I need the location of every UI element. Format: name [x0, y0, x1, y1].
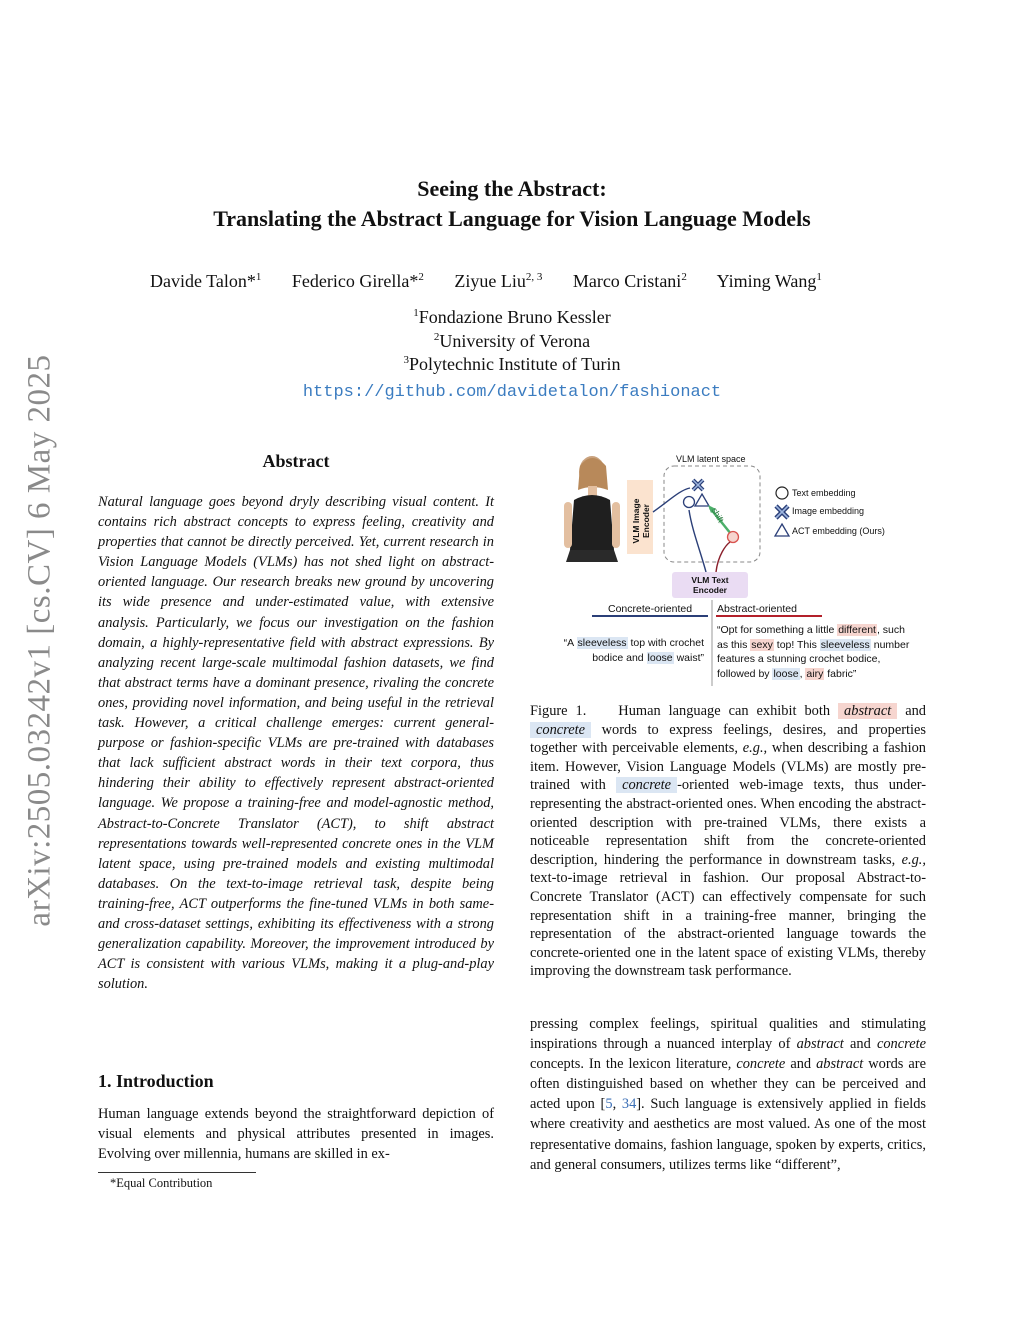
- citation-link[interactable]: 5: [605, 1096, 613, 1113]
- abstract-heading-fig: Abstract-oriented: [717, 603, 797, 615]
- latent-space-label: VLM latent space: [676, 454, 746, 464]
- legend-text-embedding: Text embedding: [792, 488, 856, 498]
- intro-continued-text: pressing complex feelings, spiritual qualities and stimulating inspirations through a nuanced interplay of abstract and concrete concepts. In the lexicon literature, concrete and abstract words are often distinguished based on whether they can be perceived and acted upon [5, 34]. Such language is extensively applied in fields where creativity and aesthetics are most valued. As one of the most representative domains, fashion language, spoken by experts, critics, and general consumers, utilizes terms like “different”,: [530, 1016, 926, 1173]
- act-embedding-marker: [695, 494, 709, 506]
- github-link[interactable]: https://github.com/davidetalon/fashionact: [302, 383, 722, 402]
- intro-text: Human language extends beyond the straightforward depiction of visual elements and physical attributes presented in images. Evolving over millennia, humans are skilled in ex-: [98, 1106, 494, 1163]
- legend-act-embedding: ACT embedding (Ours): [792, 526, 885, 536]
- abstract-quote: “Opt for something a little different, such as this sexy top! This sleeveless number features a stunning crochet bodice, followed by loose, airy fabric”: [717, 624, 910, 680]
- abstract-text-embedding: [728, 532, 739, 543]
- legend-triangle-icon: [775, 524, 789, 536]
- image-embedding-marker: [693, 480, 703, 490]
- author: Marco Cristani$^2$: [572, 271, 687, 291]
- figure-caption: Figure 1. Human language can exhibit both abstract and concrete words to express feelings, desires, and properties together with perceivable elements, e.g., when describing a fashion item. However, Vision Language Models (VLMs) are mostly pre-trained with concrete -oriented web-image texts, thus under-representing the abstract-oriented ones. When encoding the abstract-oriented description with pre-trained VLMs, there exists a noticeable representation shift from the concrete-oriented description, hindering the performance in downstream tasks, e.g., text-to-image retrieval in fashion. Our proposal Abstract-to-Concrete Translator (ACT) can effectively compensate for such representation shift in a training-free manner, bringing the representation of the abstract-oriented language towards the concrete-oriented one in the latent space of existing VLMs, thereby improving the downstream task performance.: [530, 703, 926, 980]
- paper-title-line1: Seeing the Abstract:: [417, 176, 607, 201]
- affiliation: $^2$University of Verona: [433, 331, 591, 351]
- shift-label: shift: [709, 505, 727, 525]
- affiliation: $^3$Polytechnic Institute of Turin: [403, 354, 621, 374]
- text-encoder-label: VLM Text Encoder: [691, 575, 729, 595]
- author: Davide Talon*$^1$: [150, 271, 262, 291]
- arxiv-identifier: arXiv:2505.03242v1 [cs.CV] 6 May 2025: [21, 354, 58, 927]
- author: Ziyue Liu$^{2, 3}$: [454, 271, 543, 291]
- concrete-arrow: [689, 510, 706, 572]
- concrete-quote: “A sleeveless top with crochet bodice and loose waist”: [563, 637, 704, 664]
- legend-circle-icon: [776, 487, 788, 499]
- paper-title-line2: Translating the Abstract Language for Vision Language Models: [213, 206, 811, 231]
- intro-heading: 1. Introduction: [98, 1071, 214, 1091]
- citation-link[interactable]: 34: [621, 1096, 637, 1113]
- affiliation: $^1$Fondazione Bruno Kessler: [413, 307, 611, 327]
- author: Federico Girella*$^2$: [291, 271, 424, 291]
- footnote-rule: [98, 1172, 256, 1173]
- concrete-text-embedding: [684, 497, 695, 508]
- model-photo: [564, 456, 620, 562]
- author-list: [150, 271, 880, 292]
- figure-1: [530, 450, 926, 690]
- legend-image-embedding: Image embedding: [792, 506, 865, 516]
- author: Yiming Wang$^1$: [716, 271, 822, 291]
- abstract-text: Natural language goes beyond dryly describing visual content. It contains rich abstract concepts to express feeling, creativity and properties that cannot be directly perceived. Yet, current research in Vision Language Models (VLMs) has not shed light on abstract-oriented language. Our research breaks new ground by uncovering its wide presence and under-estimated value, with extensive analysis. Particularly, we focus our investigation on the fashion domain, a highly-representative field with abstract expressions. By analyzing recent large-scale multimodal fashion datasets, we find that abstract terms have a dominant presence, rivaling the concrete ones, providing novel information, and being useful in the retrieval task. However, a critical challenge emerges: current general-purpose or fashion-specific VLMs are pre-trained with databases that lack sufficient abstract words in their text corpora, thus hindering their ability to effectively represent abstract-oriented language. We propose a training-free and model-agnostic method, Abstract-to-Concrete Translator (ACT), to shift abstract representations towards well-represented concrete ones in the VLM latent space, using pre-trained models and existing multimodal databases. On the text-to-image retrieval task, despite being training-free, ACT outperforms the fine-tuned VLMs in both same- and cross-dataset settings, exhibiting its effectiveness with a strong generalization capability. Moreover, the improvement introduced by ACT is consistent with various VLMs, making it a plug-and-play solution.: [98, 494, 494, 993]
- concrete-heading: Concrete-oriented: [608, 603, 693, 615]
- footnote: *Equal Contribution: [110, 1176, 213, 1190]
- abstract-heading: Abstract: [262, 451, 330, 471]
- legend-x-icon: [776, 506, 788, 518]
- image-encoder-label: VLM Image Encoder: [631, 498, 651, 544]
- abstract-arrow: [716, 542, 730, 572]
